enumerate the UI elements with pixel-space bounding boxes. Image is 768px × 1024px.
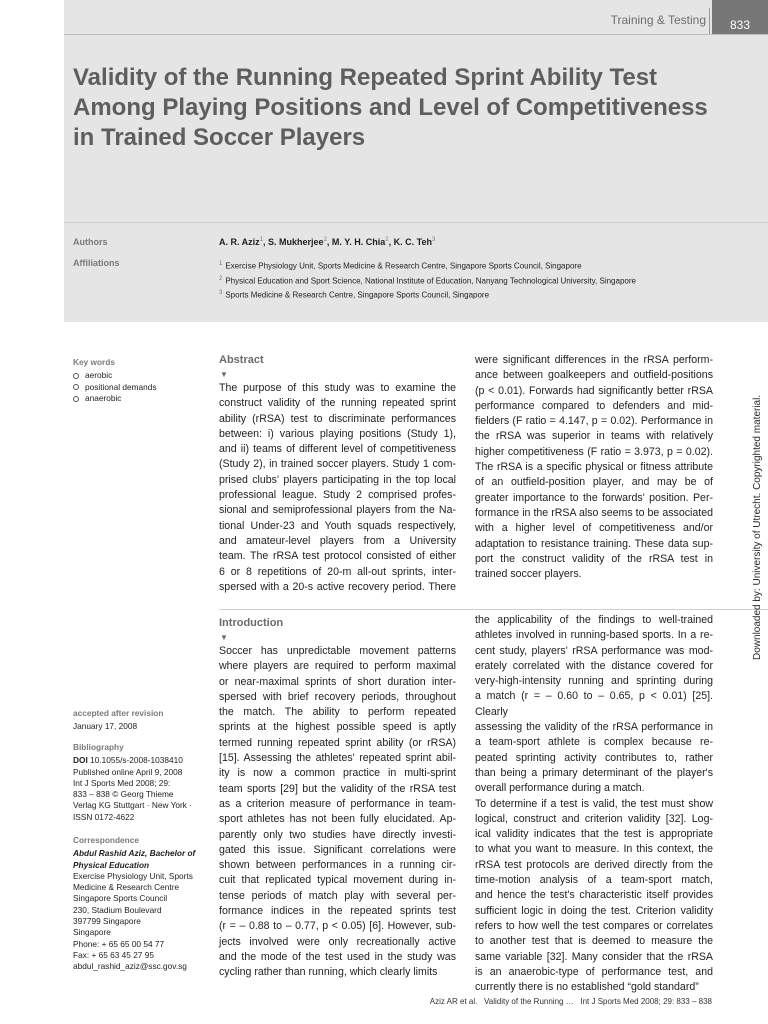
text-line: and hence the test's characteristic itself provides: [475, 889, 713, 902]
text-line: a team-sport athlete is complex because re-: [475, 736, 713, 749]
title-line: in Trained Soccer Players: [73, 124, 366, 151]
text-line: greater importance to the forwards' position. Per-: [475, 491, 713, 504]
bibliography-line: 833 – 838 © Georg Thieme: [73, 789, 174, 800]
bibliography-line: ISSN 0172-4622: [73, 811, 135, 822]
keywords-label: Key words: [73, 357, 115, 367]
text-line: with a higher level of competitiveness and/or: [475, 522, 713, 535]
keyword-item: [73, 370, 208, 381]
text-line: tional Under-23 and Youth squads respectively,: [219, 519, 456, 532]
text-line: currently there is no established “gold standard”: [475, 981, 699, 994]
accepted-block: [73, 708, 208, 733]
keyword-text: anaerobic: [85, 392, 122, 403]
text-line: professional league. Study 2 comprised profes-: [219, 489, 456, 502]
affiliation-list: [219, 258, 636, 302]
running-header: [64, 0, 768, 35]
introduction-rule: [219, 609, 768, 610]
correspondent-name-line: Physical Education: [73, 859, 150, 870]
correspondent-name: [73, 848, 208, 871]
title-line: Validity of the Running Repeated Sprint Ability Test: [73, 64, 658, 91]
introduction-left-column: [219, 644, 456, 981]
title-line: Among Playing Positions and Level of Competitiveness: [73, 94, 708, 121]
text-line: to what you want to measure. In this context, the: [475, 843, 713, 856]
section-tag: Training & Testing: [610, 13, 706, 27]
affiliation-mark: 1: [219, 261, 223, 267]
bullet-icon: [73, 396, 79, 402]
text-line: construct validity of the running repeated sprint: [219, 397, 456, 410]
address-line: Singapore Sports Council: [73, 893, 168, 904]
correspondent-address: [73, 871, 208, 973]
text-line: prised clubs' players participating in the top local: [219, 473, 456, 486]
text-line: overall performance during a match.: [475, 782, 645, 795]
text-line: erately correlated with the distance covered for: [475, 659, 713, 672]
correspondence-block: [73, 835, 208, 973]
author-name: K. C. Teh: [393, 237, 432, 247]
text-line: gated this issue. Significant correlations were: [219, 843, 456, 856]
page-number: 833: [712, 0, 768, 35]
author-name: S. Mukherjee: [268, 237, 324, 247]
text-line: (p < 0.01). Forwards had significantly better rRSA: [475, 384, 713, 397]
abstract-left-column: [219, 381, 456, 595]
bibliography-lines: [73, 767, 208, 823]
text-line: Soccer has unpredictable movement patterns: [219, 645, 456, 657]
keywords-block: [73, 357, 208, 404]
author-affiliation-mark: 3: [431, 237, 436, 243]
text-line: and the mode of the test used in the study was: [219, 950, 456, 963]
text-line: of an outfield-position player, and may be of: [475, 476, 713, 489]
text-line: team. The rRSA test protocol consisted of either: [219, 550, 456, 563]
text-line: port the construct validity of the rRSA test in: [475, 552, 713, 565]
text-line: assessing the validity of the rRSA performance in: [475, 721, 713, 734]
text-line: were significant differences in the rRSA perform-: [475, 354, 713, 366]
text-line: the applicability of the findings to well-trained: [475, 614, 713, 626]
authors-label: Authors: [73, 237, 108, 247]
text-line: The purpose of this study was to examine the: [219, 382, 456, 394]
text-line: the rRSA was superior in teams with relatively: [475, 430, 713, 443]
bibliography-block: [73, 742, 208, 823]
address-line: abdul_rashid_aziz@ssc.gov.sg: [73, 961, 187, 972]
header-separator: [709, 8, 710, 35]
introduction-heading: Introduction: [219, 617, 284, 629]
bibliography-line: Verlag KG Stuttgart · New York ·: [73, 800, 192, 811]
text-line: the match. The ability to perform repeated: [219, 706, 456, 719]
address-line: Phone: + 65 65 00 54 77: [73, 938, 165, 949]
text-line: termed running repeated sprint ability (or rRSA): [219, 736, 456, 749]
keyword-text: positional demands: [85, 381, 157, 392]
text-line: ance between goalkeepers and outfield-positions: [475, 369, 713, 382]
text-line: is an anaerobic-type of performance test, and: [475, 965, 713, 978]
introduction-right-column: [475, 613, 713, 995]
download-notice: Downloaded by: University of Utrecht. Copyrighted material.: [752, 394, 763, 660]
author-affiliation-mark: 1: [259, 237, 264, 243]
text-line: or near-maximal sprints of short duration inter-: [219, 675, 456, 688]
text-line: sional and semiprofessional players from the Na-: [219, 504, 456, 517]
text-line: performance compared to defenders and mid-: [475, 399, 713, 412]
text-line: sport athletes has not been fully elucidated. Ap-: [219, 813, 456, 826]
text-line: higher competitiveness (F ratio = 3.973, p = 0.02).: [475, 445, 713, 458]
abstract-marker-icon: ▼: [220, 370, 228, 379]
accepted-date: January 17, 2008: [73, 721, 138, 732]
text-line: between: i) various playing positions (Study 1),: [219, 427, 456, 440]
affiliation-item: [219, 258, 636, 273]
correspondent-name-line: Abdul Rashid Aziz, Bachelor of: [73, 848, 196, 859]
address-line: 397799 Singapore: [73, 916, 141, 927]
text-line: formance in the rRSA also seems to be associated: [475, 506, 713, 519]
affiliation-text: Physical Education and Sport Science, National Institute of Education, Nanyang Technological University, Singapore: [225, 276, 636, 286]
address-line: Exercise Physiology Unit, Sports: [73, 870, 193, 881]
bibliography-label: Bibliography: [73, 742, 124, 752]
text-line: and ii) teams of different level of competitiveness: [219, 443, 456, 456]
address-line: Singapore: [73, 927, 111, 938]
abstract-right-column: [475, 353, 713, 582]
author-name: M. Y. H. Chia: [331, 237, 386, 247]
text-line: parently only two studies have directly investi-: [219, 828, 456, 841]
text-line: jects involved were only recreationally active: [219, 935, 456, 948]
text-line: and amateur-level players from a University: [219, 534, 456, 547]
affiliation-mark: 2: [219, 275, 223, 282]
text-line: fielders (F ratio = 4.147, p = 0.02). Performance in: [475, 415, 713, 428]
text-line: sufficient logic in doing the test. Criterion validity: [475, 904, 713, 917]
text-line: very-high-intensity running and sprinting during: [475, 675, 713, 688]
author-separator: ,: [388, 237, 394, 247]
text-line: athletes involved in running-based sports. In a re-: [475, 629, 713, 642]
doi-line: [73, 755, 208, 766]
affiliations-label: Affiliations: [73, 258, 120, 268]
affiliation-mark: 3: [219, 290, 223, 297]
text-line: rRSA test protocols are derived directly from the: [475, 858, 713, 871]
text-line: adaptation to resistance training. These data sup-: [475, 537, 713, 550]
text-line: cycling rather than running, which clearly limits: [219, 966, 438, 979]
text-line: spersed with brief recovery periods, throughout: [219, 690, 456, 703]
correspondence-label: Correspondence: [73, 835, 139, 845]
author-name: A. R. Aziz: [219, 237, 260, 247]
text-line: formance indices in the repeated sprints test: [219, 905, 456, 918]
keyword-item: [73, 393, 208, 404]
doi-link[interactable]: 10.1055/s-2008-1038410: [90, 755, 183, 766]
text-line: team sports [29] but the validity of the rRSA test: [219, 782, 456, 795]
text-line: ical validity indicates that the test is appropriate: [475, 828, 713, 841]
address-line: Medicine & Research Centre: [73, 882, 180, 893]
text-line: than being a primary determinant of the player's: [475, 766, 713, 779]
affiliation-text: Sports Medicine & Research Centre, Singapore Sports Council, Singapore: [225, 290, 490, 300]
text-line: logical, construct and criterion validity [32]. Log-: [475, 812, 713, 825]
text-line: shown between performances in a running cir-: [219, 859, 456, 872]
keyword-list: [73, 370, 208, 404]
text-line: 6 or 8 repetitions of 20-m all-out sprints, inter-: [219, 565, 456, 578]
text-line: ability (rRSA) test to discriminate performances: [219, 412, 456, 425]
doi-label: DOI: [73, 755, 88, 766]
text-line: ity is now a common practice in multi-sprint: [219, 767, 456, 780]
affiliation-item: [219, 273, 636, 288]
text-line: tense periods of match play with several per-: [219, 889, 456, 902]
author-separator: ,: [263, 237, 269, 247]
text-line: cent study, players' rRSA performance was mod-: [475, 644, 713, 657]
text-line: (Study 2), in trained soccer players. Study 1 com-: [219, 458, 456, 471]
author-list: [219, 237, 435, 247]
text-line: [15]. Assessing the athletes' repeated sprint abil-: [219, 752, 456, 765]
text-line: a match (r = – 0.60 to – 0.65, p < 0.01) [25]. Clearly: [475, 690, 713, 718]
text-line: cuit that replicated typical movement during in-: [219, 874, 456, 887]
bibliography-line: Int J Sports Med 2008; 29:: [73, 777, 171, 788]
bullet-icon: [73, 373, 79, 379]
text-line: refers to how well the test compares or correlates: [475, 919, 713, 932]
text-line: to another test that is deemed to measure the: [475, 935, 713, 948]
text-line: same variable [32]. Many consider that the rRSA: [475, 950, 713, 963]
affiliation-item: [219, 287, 636, 302]
header-rule: [64, 34, 768, 35]
affiliation-text: Exercise Physiology Unit, Sports Medicine & Research Centre, Singapore Sports Council, Singapore: [225, 261, 582, 271]
text-line: To determine if a test is valid, the test must show: [475, 797, 713, 810]
text-line: (r = – 0.88 to – 0.77, p < 0.05) [6]. However, sub-: [219, 920, 456, 933]
keyword-item: [73, 382, 208, 393]
text-line: where players are required to perform maximal: [219, 660, 456, 673]
text-line: The rRSA is a specific physical or fitness attribute: [475, 461, 713, 474]
author-affiliation-mark: 2: [323, 237, 327, 243]
text-line: peated sprinting activity contributes to, rather: [475, 751, 713, 764]
title-divider: [64, 222, 768, 223]
keyword-text: aerobic: [85, 370, 113, 381]
text-line: as a criterion measure of performance in team-: [219, 797, 456, 810]
page-footer: Aziz AR et al. Validity of the Running … Int J Sports Med 2008; 29: 833 – 838: [429, 997, 712, 1006]
text-line: time-motion analysis of a team-sport match,: [475, 874, 713, 887]
text-line: trained soccer players.: [475, 568, 582, 581]
abstract-heading: Abstract: [219, 354, 264, 366]
bibliography-line: Published online April 9, 2008: [73, 766, 183, 777]
text-line: spersed with a 20-s active recovery period. There: [219, 580, 456, 593]
author-separator: ,: [326, 237, 332, 247]
address-line: 230, Stadium Boulevard: [73, 904, 162, 915]
introduction-marker-icon: ▼: [220, 633, 228, 642]
bullet-icon: [73, 384, 79, 390]
address-line: Fax: + 65 63 45 27 95: [73, 949, 154, 960]
text-line: sprints at the highest possible speed is aptly: [219, 721, 456, 734]
accepted-label: accepted after revision: [73, 708, 164, 718]
article-title: [73, 63, 753, 153]
author-affiliation-mark: 2: [385, 237, 389, 243]
